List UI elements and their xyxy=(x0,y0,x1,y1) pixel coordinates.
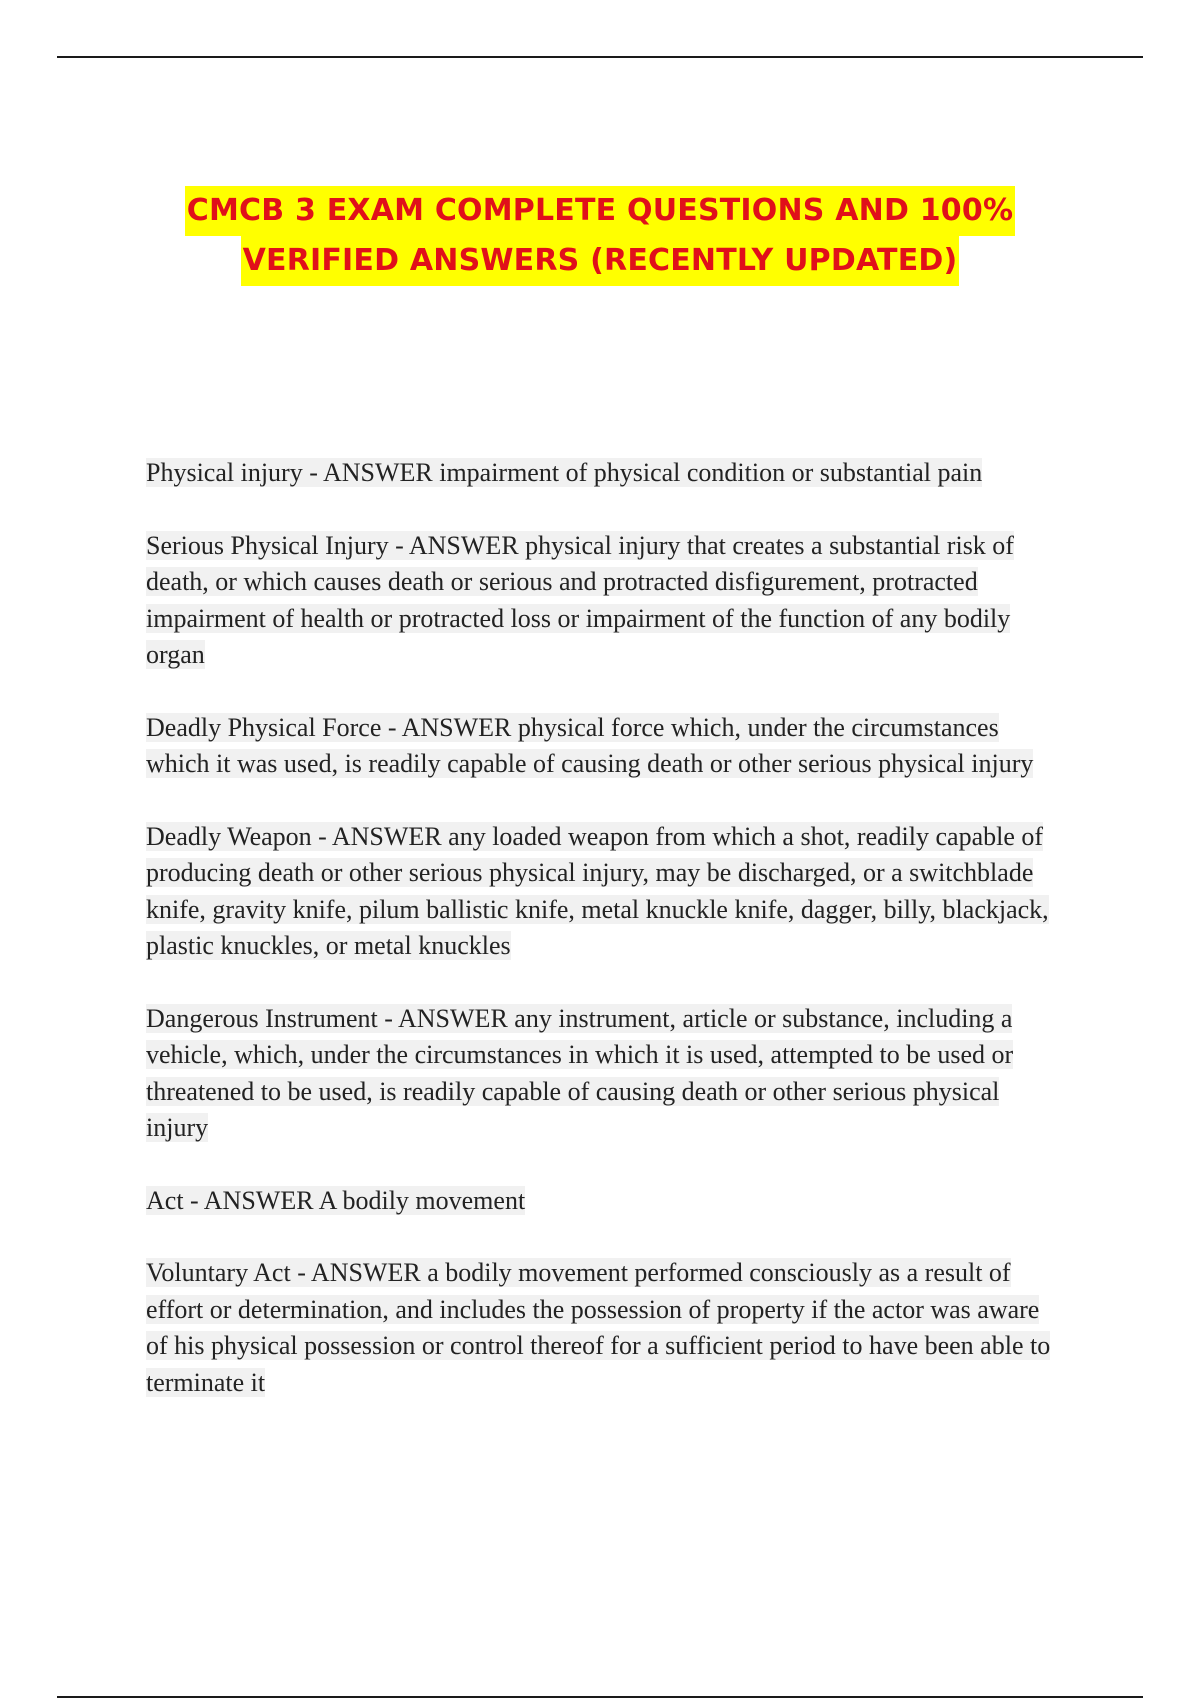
qa-separator: - ANSWER xyxy=(381,712,518,742)
qa-separator: - ANSWER xyxy=(311,821,449,851)
qa-term: Serious Physical Injury xyxy=(146,530,389,560)
qa-separator: - ANSWER xyxy=(183,1185,319,1215)
bottom-rule xyxy=(57,1696,1143,1698)
qa-answer: a bodily movement performed consciously as a result of effort or determination, and includes the possession of property if the actor was aware of his physical possession or control thereof for a sufficient period to have been able to terminate it xyxy=(146,1258,1051,1397)
qa-answer: physical force which, under the circumstances which it was used, is readily capable of causing death or other serious physical injury xyxy=(146,712,1034,778)
document-title xyxy=(0,186,1200,286)
qa-item xyxy=(146,1255,1066,1401)
qa-separator: - ANSWER xyxy=(290,1258,428,1287)
qa-item xyxy=(146,455,1066,492)
qa-answer: A bodily movement xyxy=(318,1185,526,1215)
title-line-1: CMCB 3 EXAM COMPLETE QUESTIONS AND 100% xyxy=(185,186,1015,236)
title-line-2: VERIFIED ANSWERS (RECENTLY UPDATED) xyxy=(241,236,960,286)
qa-item xyxy=(146,710,1066,783)
qa-list xyxy=(146,455,1066,1437)
qa-item xyxy=(146,1183,1066,1220)
qa-term: Act xyxy=(146,1185,184,1215)
qa-item xyxy=(146,819,1066,965)
qa-answer: physical injury that creates a substantial risk of death, or which causes death or serious and protracted disfigurement, protracted impairment of health or protracted loss or impairment of the function of any bodily organ xyxy=(146,530,1014,669)
qa-term: Physical injury xyxy=(146,458,303,487)
qa-term: Voluntary Act xyxy=(146,1258,291,1287)
qa-separator: - ANSWER xyxy=(377,1003,515,1033)
qa-answer: impairment of physical condition or substantial pain xyxy=(439,458,983,487)
qa-item xyxy=(146,528,1066,674)
qa-term: Deadly Weapon xyxy=(146,821,312,851)
qa-term: Deadly Physical Force xyxy=(146,712,382,742)
qa-answer: any instrument, article or substance, including a vehicle, which, under the circumstances in which it is used, attempted to be used or threatened to be used, is readily capable of causing death or other serious physical injury xyxy=(146,1003,1014,1142)
qa-separator: - ANSWER xyxy=(388,530,526,560)
top-rule xyxy=(57,56,1143,58)
qa-separator: - ANSWER xyxy=(302,458,440,487)
qa-answer: any loaded weapon from which a shot, readily capable of producing death or other serious physical injury, may be discharged, or a switchblade knife, gravity knife, pilum ballistic knife, metal knuckle knife, dagger, billy, blackjack, plastic knuckles, or metal knuckles xyxy=(146,821,1049,960)
qa-term: Dangerous Instrument xyxy=(146,1003,378,1033)
qa-item xyxy=(146,1001,1066,1147)
